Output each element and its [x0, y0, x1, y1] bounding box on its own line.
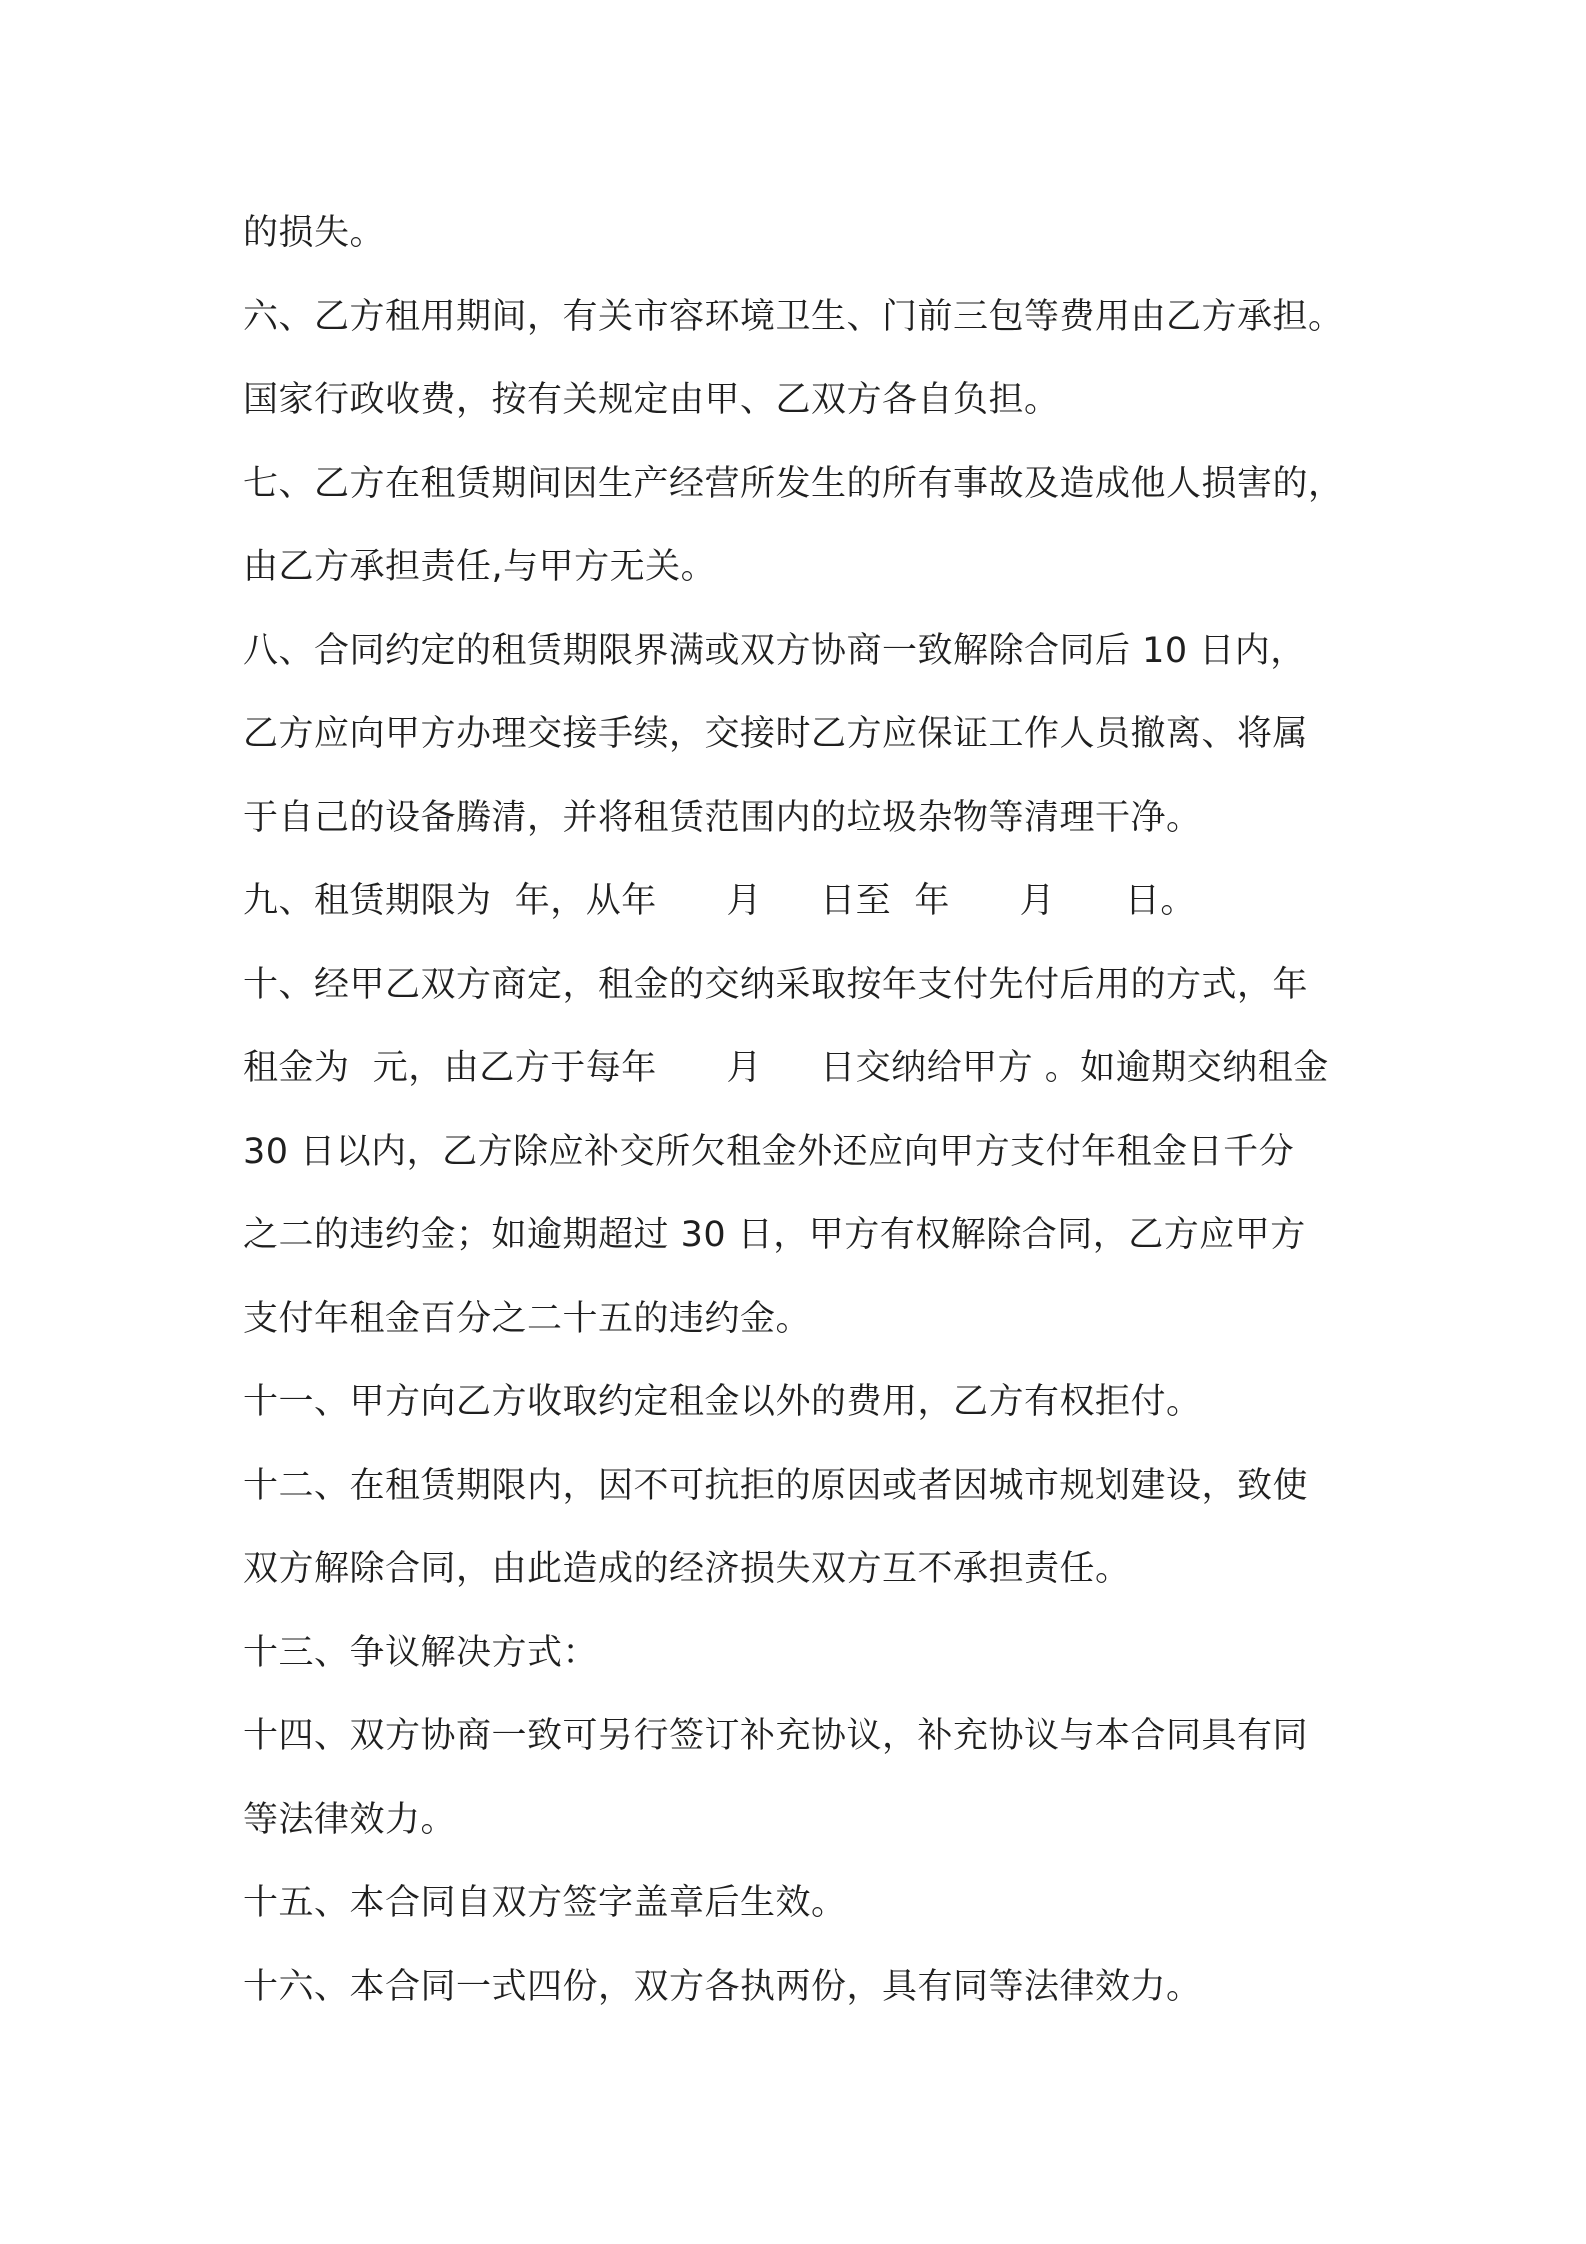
clause-8-line-3: 于自己的设备腾清，并将租赁范围内的垃圾杂物等清理干净。: [243, 797, 1202, 838]
clause-12-line-2: 双方解除合同，由此造成的经济损失双方互不承担责任。: [243, 1549, 1131, 1589]
clause-13-line-1: 十三、争议解决方式：: [243, 1632, 599, 1673]
text-line: 的损失。: [243, 213, 386, 253]
clause-12-line-1: 十二、在租赁期限内，因不可抗拒的原因或者因城市规划建设，致使: [243, 1465, 1309, 1506]
clause-8-line-1: 八、合同约定的租赁期限界满或双方协商一致解除合同后 10 日内，: [243, 630, 1306, 671]
clause-11-line-1: 十一、甲方向乙方收取约定租金以外的费用，乙方有权拒付。: [243, 1382, 1202, 1422]
clause-6-line-1: 六、乙方租用期间，有关市容环境卫生、门前三包等费用由乙方承担。: [243, 296, 1344, 337]
clause-16-line-1: 十六、本合同一式四份，双方各执两份，具有同等法律效力。: [243, 1966, 1202, 2007]
clause-7-line-2: 由乙方承担责任,与甲方无关。: [243, 547, 717, 587]
clause-8-line-2: 乙方应向甲方办理交接手续，交接时乙方应保证工作人员撤离、将属: [243, 714, 1309, 754]
contract-body: [243, 192, 1393, 2029]
clause-10-line-2: 租金为 元，由乙方于每年 月 日交纳给甲方 。如逾期交纳租金: [243, 1048, 1329, 1088]
clause-6-line-2: 国家行政收费，按有关规定由甲、乙双方各自负担。: [243, 380, 1060, 420]
clause-15-line-1: 十五、本合同自双方签字盖章后生效。: [243, 1883, 847, 1923]
clause-7-line-1: 七、乙方在租赁期间因生产经营所发生的所有事故及造成他人损害的，: [243, 463, 1344, 504]
clause-10-line-4: 之二的违约金；如逾期超过 30 日，甲方有权解除合同，乙方应甲方: [243, 1215, 1306, 1255]
clause-10-line-3: 30 日以内，乙方除应补交所欠租金外还应向甲方支付年租金日千分: [243, 1131, 1295, 1172]
clause-10-line-5: 支付年租金百分之二十五的违约金。: [243, 1298, 812, 1339]
clause-10-line-1: 十、经甲乙双方商定，租金的交纳采取按年支付先付后用的方式，年: [243, 964, 1309, 1005]
clause-9-line-1: 九、租赁期限为 年，从年 月 日至 年 月 日。: [243, 881, 1196, 921]
clause-14-line-1: 十四、双方协商一致可另行签订补充协议，补充协议与本合同具有同: [243, 1716, 1309, 1756]
clause-14-line-2: 等法律效力。: [243, 1799, 457, 1840]
